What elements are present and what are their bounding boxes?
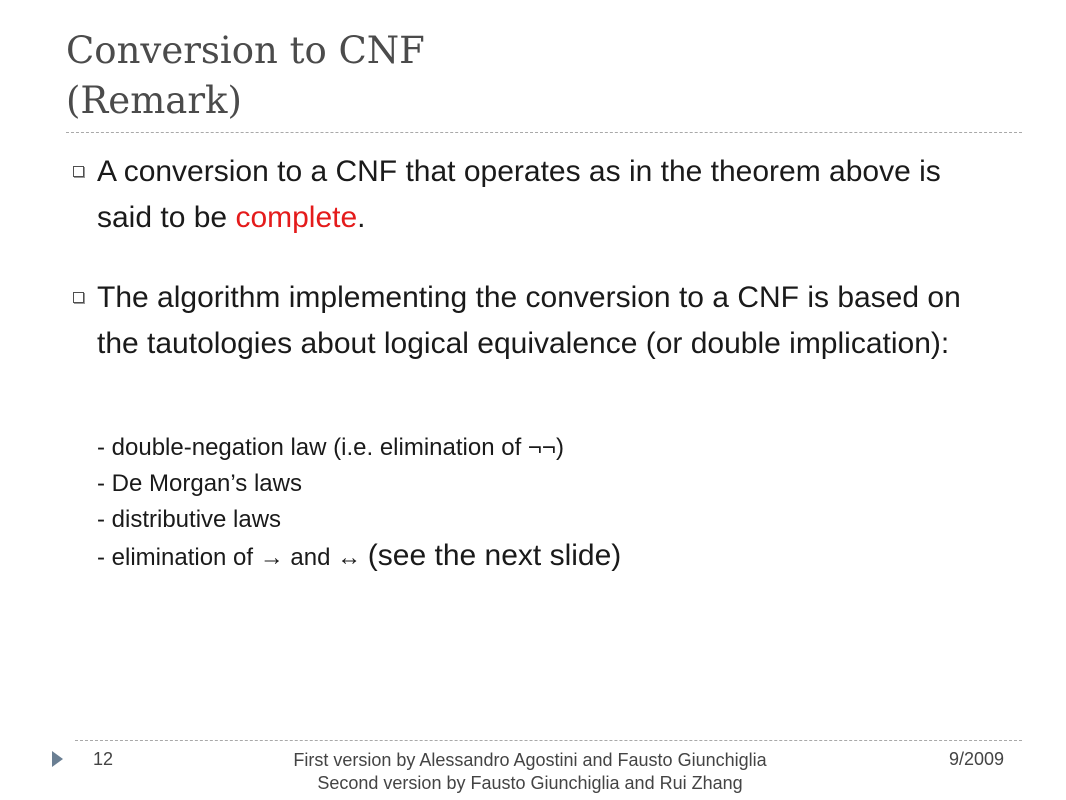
- bullet-text: [73, 149, 973, 241]
- credit-line-2: Second version by Fausto Giunchiglia and Rui Zhang: [317, 773, 743, 793]
- title-divider: [66, 132, 1022, 133]
- triangle-right-icon: [52, 751, 63, 767]
- footer-date: 9/2009: [948, 749, 1004, 769]
- law-elimination: [97, 538, 621, 576]
- slide-title-line-1: Conversion to CNF: [66, 29, 425, 72]
- square-bullet-icon: [73, 166, 84, 177]
- bullet-text: The algorithm implementing the conversion to a CNF is based on the tautologies about logical equivalence (or double implication):: [97, 281, 961, 360]
- footer-divider: [75, 740, 1022, 741]
- credit-line-1: First version by Alessandro Agostini and Fausto Giunchiglia: [293, 750, 767, 770]
- slide-title-line-2: (Remark): [66, 79, 242, 122]
- law-double-negation: - double-negation law (i.e. elimination of ¬¬): [97, 434, 564, 461]
- law-distributive: - distributive laws: [97, 506, 282, 533]
- bullet-text-before: A conversion to a CNF that operates as in the theorem above is said to be: [97, 155, 941, 234]
- slide-title: [66, 26, 425, 126]
- bullet-item-complete: [73, 149, 973, 241]
- emphasized-term: complete: [235, 201, 358, 234]
- law-elimination-prefix: - elimination of → and ↔: [97, 544, 368, 571]
- bullet-item-algorithm: [73, 275, 973, 367]
- law-elimination-suffix: (see the next slide): [367, 539, 622, 572]
- footer-credits: [210, 749, 850, 795]
- bullet-text-after: .: [357, 201, 366, 234]
- laws-list: [97, 430, 621, 576]
- square-bullet-icon: [73, 292, 84, 303]
- law-de-morgan: - De Morgan’s laws: [97, 470, 302, 497]
- page-number: 12: [93, 749, 114, 769]
